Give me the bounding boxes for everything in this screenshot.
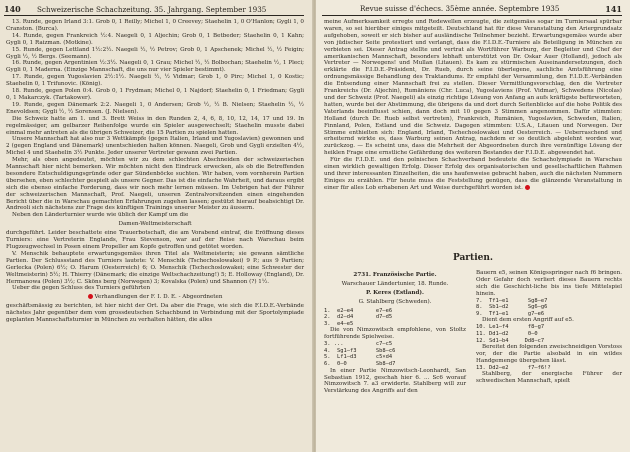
white-player: P. Keres (Estland).	[365, 289, 425, 296]
moves-block	[476, 324, 622, 344]
round-entry: 14. Runde, gegen Frankreich ½:4. Naegeli 0, 1 Aljechin; Grob 0, 1 Betbeder; Staehelin 0, 1 Kahn; Gygli 0, 1 Raizman. (Motkine).	[6, 32, 304, 46]
paragraph: Ueber die gegen Schluss des Turniers geführten	[12, 285, 151, 292]
paragraph: Unsere Mannschaft hat also nur 3 Wettkämpfe (gegen Italien, Irland und Yugoslavien) gewonnen und 2 (gegen England und Dänemark) unentschieden halten können. Naegeli, Grob und Gygli erzielten 4½, Michel 4 und Staehelin 3½ Punkte. Jeder unserer Vertreter gewann zwei Partien.	[6, 136, 304, 157]
partien-heading: Partien.	[452, 253, 494, 263]
annotation: Stahlberg, der energische Führer der schwedischen Mannschaft, spielt	[476, 371, 622, 385]
move-line: 13. Dd2—e2 f7—f6!?	[476, 364, 551, 371]
paragraph: durchgeführt. Leider beschattete eine Trauerbotschaft, die am Vorabend eintraf, die Eröffnung dieses Turniers: eine Vertreterin Englands, Frau Stevenson, war auf der Reise nach Warschau beim Flugzeugwechsel in Posen einem Propeller am Kopfe getroffen und getötet worden.	[6, 230, 304, 250]
annotation: Bauern e5, seinen Königsspringer nach f6 bringen. Oder Gefahr doch verliert dieses Bauern rechts sich die Geschicht-liche bis ins tiefe Mittelspiel hinein.	[476, 270, 622, 297]
game-column-left	[324, 270, 466, 395]
game-title: 2731. Französische Partie.	[353, 272, 437, 278]
header-rule	[322, 15, 622, 16]
paragraph: V. Menschik behauptete erwartungsgemäss ihren Titel als Weltmeisterin; sie gewann sämtliche Partien. Der Schlussstand des Turniers lautete: V. Menschik (Tschechoslowakei) 9 P.; aus 9 Partien; Gerlecka (Polen) 6½; O. Harum (Oesterreich) 6; O. Menschik (Tschechoslowakei; eine Schwester der Weltmeisterin) 5½; H. Thierry (Dänemark; die einzige Weltschachzeitung!) 5; E. Holloway (England), Dr. Hermanowa (Polen) 3½; C. Sköns berg (Norwegen) 3; Kovalska (Polen) und Shannon (?) 1½.	[6, 250, 304, 285]
header-rule	[4, 15, 304, 16]
move-line: 5. Lf1—d3 c5×d4	[324, 354, 393, 361]
red-marker-icon	[88, 294, 93, 299]
section-heading: Damen-Weltmeisterschaft	[118, 221, 192, 228]
paragraph: Für die F.I.D.E. und den polnischen Schachverband bedeutete die Schacholympiade in Warschau einen wirklich gewaltigen Erfolg. Dieser Erfolg des organisatorischen und gesellschaftlichen Rahmen und ihrer interessanten Einzelheiten, die uns haufenweise gebracht haben, auch die nächsten Nummern Einiges zu erzählen. Für heute muss die Feststellung genügen, dass die glänzende Veranstaltung in einer für alles Lob erhabenen Art und Weise durchgeführt worden ist.	[324, 157, 622, 191]
left-page-header	[4, 4, 266, 14]
move-line: 3. e4—e5	[324, 320, 354, 327]
move-line: 2. d2—d4 d7—d5	[324, 314, 393, 321]
left-text-column	[6, 19, 304, 324]
move-line: 10. Le1—f4 f8—g7	[476, 324, 545, 331]
move-line: 11. Dd1—d2 0—0	[476, 330, 538, 337]
paragraph: Neben den Länderturnier wurde wie üblich der Kampf um die	[12, 212, 189, 219]
round-entry: 16. Runde, gegen Argentinien ½:3½. Naegeli 0, 1 Grau; Michel ½, ½ Bolbochan; Staehelin ½, 1 Pleci; Gygli 0, 1 Maderna. (Einzige Mannschaft, die uns nur vier Spieler bestimmt).	[6, 60, 304, 74]
moves-block	[324, 341, 466, 367]
annotation: Die von Nimzowitsch empfohlene, von Stoltz fortführende Spielweise.	[324, 327, 466, 341]
move-line: 1. e2—e4 e7—e6	[324, 307, 393, 314]
game-column-right	[476, 270, 622, 385]
game-event: Warschauer Ländertunier, 18. Runde.	[341, 280, 449, 287]
paragraph: Mehr, als oben angedeutet, möchten wir zu dem schlechten Abschneiden der schweizerischen Mannschaft hier nicht bemerken. Wir möchten nicht den Eindruck erwecken, als ob die Betreffenden besondere Entschuldigungsgründe oder gar Sündenböcke suchten. Wir haben, vom vornherein Partien übersehen, eben schlechter gespielt als unsere Gegner. Das ist die einfache Wahrheit, und daraus ergibt sich die ebenso einfache Forderung, dass wir noch mehr lernen müssen. Im Uebrigen hat der Führer der schweizerischen Mannschaft, Prof. Naegeli, unseren Zentralvorsitzenden einen eingehenden Bericht über die in Warschau gemachten Erfahrungen zugehen lassen; gestützt hierauf beabsichtigt Dr. Andreoli sich nächstens zur Frage des künftigen Trainings unserer Meister zu äussern.	[6, 157, 304, 212]
running-header: Revue suisse d'échecs. 35ème année. Septembre 1935	[360, 4, 560, 13]
paragraph: geschäftsmässig zu berichten, ist hier nicht der Ort. Da aber die Frage, wie sich die F.I.D.E.-Verbände nächstes Jahr gegenüber dem vom grossdeutschen Schachbund in Verbindung mit der Sportolympiade geplanten Mannschaftsturnier in München zu verhalten hätten, die alles	[6, 303, 304, 324]
black-player: G. Stahlberg (Schweden).	[358, 298, 432, 305]
round-entry: 17. Runde, gegen Yugoslavien 2½:1½. Naegeli ½, ½ Vidmar; Grob 1, 0 Pirc; Michel 1, 0 Kostic; Staehelin 0, 1 Trifunovic. (König).	[6, 74, 304, 88]
annotation: In einer Partie Nimzowitsch-Leonhardt, San Sebastian 1912, geschah hier 6. ... Sc6 worauf Nimzowitsch 7. a3 erwiderte. Stahlberg will zur Verstärkung des Angriffs auf den	[324, 367, 466, 395]
right-page	[316, 0, 630, 452]
moves-block	[476, 365, 622, 372]
move-line: 4. Sg1—f3 Sb8—c6	[324, 347, 396, 354]
round-entry: 18. Runde, gegen Polen 0:4. Grob 0, 1 Frydman; Michel 0, 1 Najdorf; Staehelin 0, 1 Friedman; Gygli 0, 1 Makarczyk. (Tartakower).	[6, 88, 304, 101]
round-entry: 19. Runde, gegen Dänemark 2:2. Naegeli 1, 0 Andersen; Grob ½, ½ B. Nielsen; Staehelin ½, ½ Enevoldsen; Gygli ½, ½ Sorensen. (J. Nielsen).	[6, 101, 304, 115]
paragraph: Die Schweiz hatte am 1. und 3. Brett Weiss in den Runden 2, 4, 6, 8, 10, 12, 14, 17 und 19. In regelmässiger, am gelbarzer Reihenfolge wurde ein Spieler ausgewechselt; Staehelin musste dabei einmal mehr antreten als die übrigen Schweizer, die 15 Partien zu spielen hatten.	[6, 115, 304, 136]
move-line: 12. Sd1—b4 Dd8—c7	[476, 337, 545, 344]
red-marker-icon	[525, 185, 530, 190]
left-page	[0, 0, 314, 452]
page-number: 141	[605, 4, 622, 14]
paragraph: meine Aufmerksamkeit erregte und Redewellen erzeugte, die zeitgemäss sogar im Turniersaal spürbar waren, so sei hierüber einiges mitgeteilt. Deutschland hat für diese Veranstaltung den Ariergrundsatz aufgehoben, soweit er sich bisher auf ausländische Teilnehmer bezieht. Erwartungsgemäss wurde aber von jüdischer Seite protestiert und verlangt, dass die F.I.D.E.-Turniere als Beteiligung in München zu verbieten sei. Dieser Antrag stellte und vertrat als Wortführer Warburg, der Begleiter und Chef der amerikanischen Mannschaft, besonders lebhaft unterstützt von Dr. Oskar Auer (Holland), jedoch als Vertreter — Norwegens! und Mullan (Litauen). Es kam zu stürmischen Auseinandersetzungen, doch erklärte die F.I.D.E.-Präsident, Dr. Rueb, durch seine überlegene, sachliche Amtsführung eine ordnungsmässige Behandlung des Traktandums. Er empfahl der Versammlung, den F.I.D.E.-Verbänden die Entsendung einer Mannschaft frei zu stellen. Dieser Vermittlungsvorschlag, den die Vertreter Frankreichs (Dr. Aljechin), Rumäniens (Chr. Luca), Yugoslaviens (Prof. Vidmar), Schwedens (Nicolas) und der Schweiz (Prof. Naegeli) als einzig richtige Lösung von Anfang an aufs kräftigste befürworteten, hatten, wurde bei der Abstimmung, die übrigens da und dort durch Seitenblicke auf die hohe Politik des Vaterlands beeinflusst schien, dann doch mit 10 gegen 3 Stimmen angenommen. Dafür stimmten: Holland (durch Dr. Rueb selbst vertreten), Frankreich, Rumänien, Yugoslavien, Schweden, Italien, Finnland, Polen, Estland und die Schweiz. Dagegen stimmten: U.S.A., Litauen und Norwegen. Der Stimme enthielten sich: England, Irland, Tschechoslowakei und Oesterreich. — Ueberraschend und erheiternd wirkte es, dass Warburg seinen Antrag, nachdem er so deutlich abgelehnt worden war, zurückzog. — Es scheint uns, dass die Mehrheit der Abgeordneten durch ihre vernünftige Lösung der heiklen Frage eine ernstliche Gefährdung des weiteren Bestandes der F.I.D.E. abgewendet hat.	[324, 19, 622, 157]
moves-block	[476, 298, 622, 318]
round-entry: 13. Runde, gegen Irland 3:1. Grob 0, 1 Reilly; Michel 1, 0 Creevey; Staehelin 1, 0 O'Hanlon; Gygli 1, 0 Cranston. (Burca).	[6, 19, 304, 32]
move-line: 9. Tf1—e1 g7—e6	[476, 310, 545, 317]
page-number: 140	[4, 4, 21, 14]
move-line: 3. ... c7—c5	[324, 341, 393, 348]
move-line: 6. 0—0 Sb8—d7	[324, 361, 396, 367]
moves-block	[324, 308, 466, 328]
right-text-column	[324, 19, 622, 192]
round-entry: 15. Runde, gegen Lettland 1½:2½. Naegeli ½, ½ Petrov; Grob 0, 1 Apschenek; Michel ½, ½ Feigin; Gygli ½, ½ Bergs. (Seemann).	[6, 46, 304, 60]
right-page-header	[320, 4, 624, 13]
section-heading-verhandlungen: Verhandlungen der F. I. D. E. - Abgeordneten	[6, 294, 304, 301]
running-header: Schweizerische Schachzeitung. 35. Jahrgang. September 1935	[37, 5, 267, 14]
annotation: Dient dem ersten Angriff auf e5.	[482, 317, 574, 324]
move-line: 8. Sb1—d2 Sg6—g6	[476, 304, 548, 311]
annotation: Bereitet den folgenden zweischneidigen Vorstoss vor, der die Partie alsobald in ein wildes Handgemenge übergehen lässt.	[476, 344, 622, 364]
move-line: 7. Tf1—e1 Sg8—e7	[476, 297, 548, 304]
